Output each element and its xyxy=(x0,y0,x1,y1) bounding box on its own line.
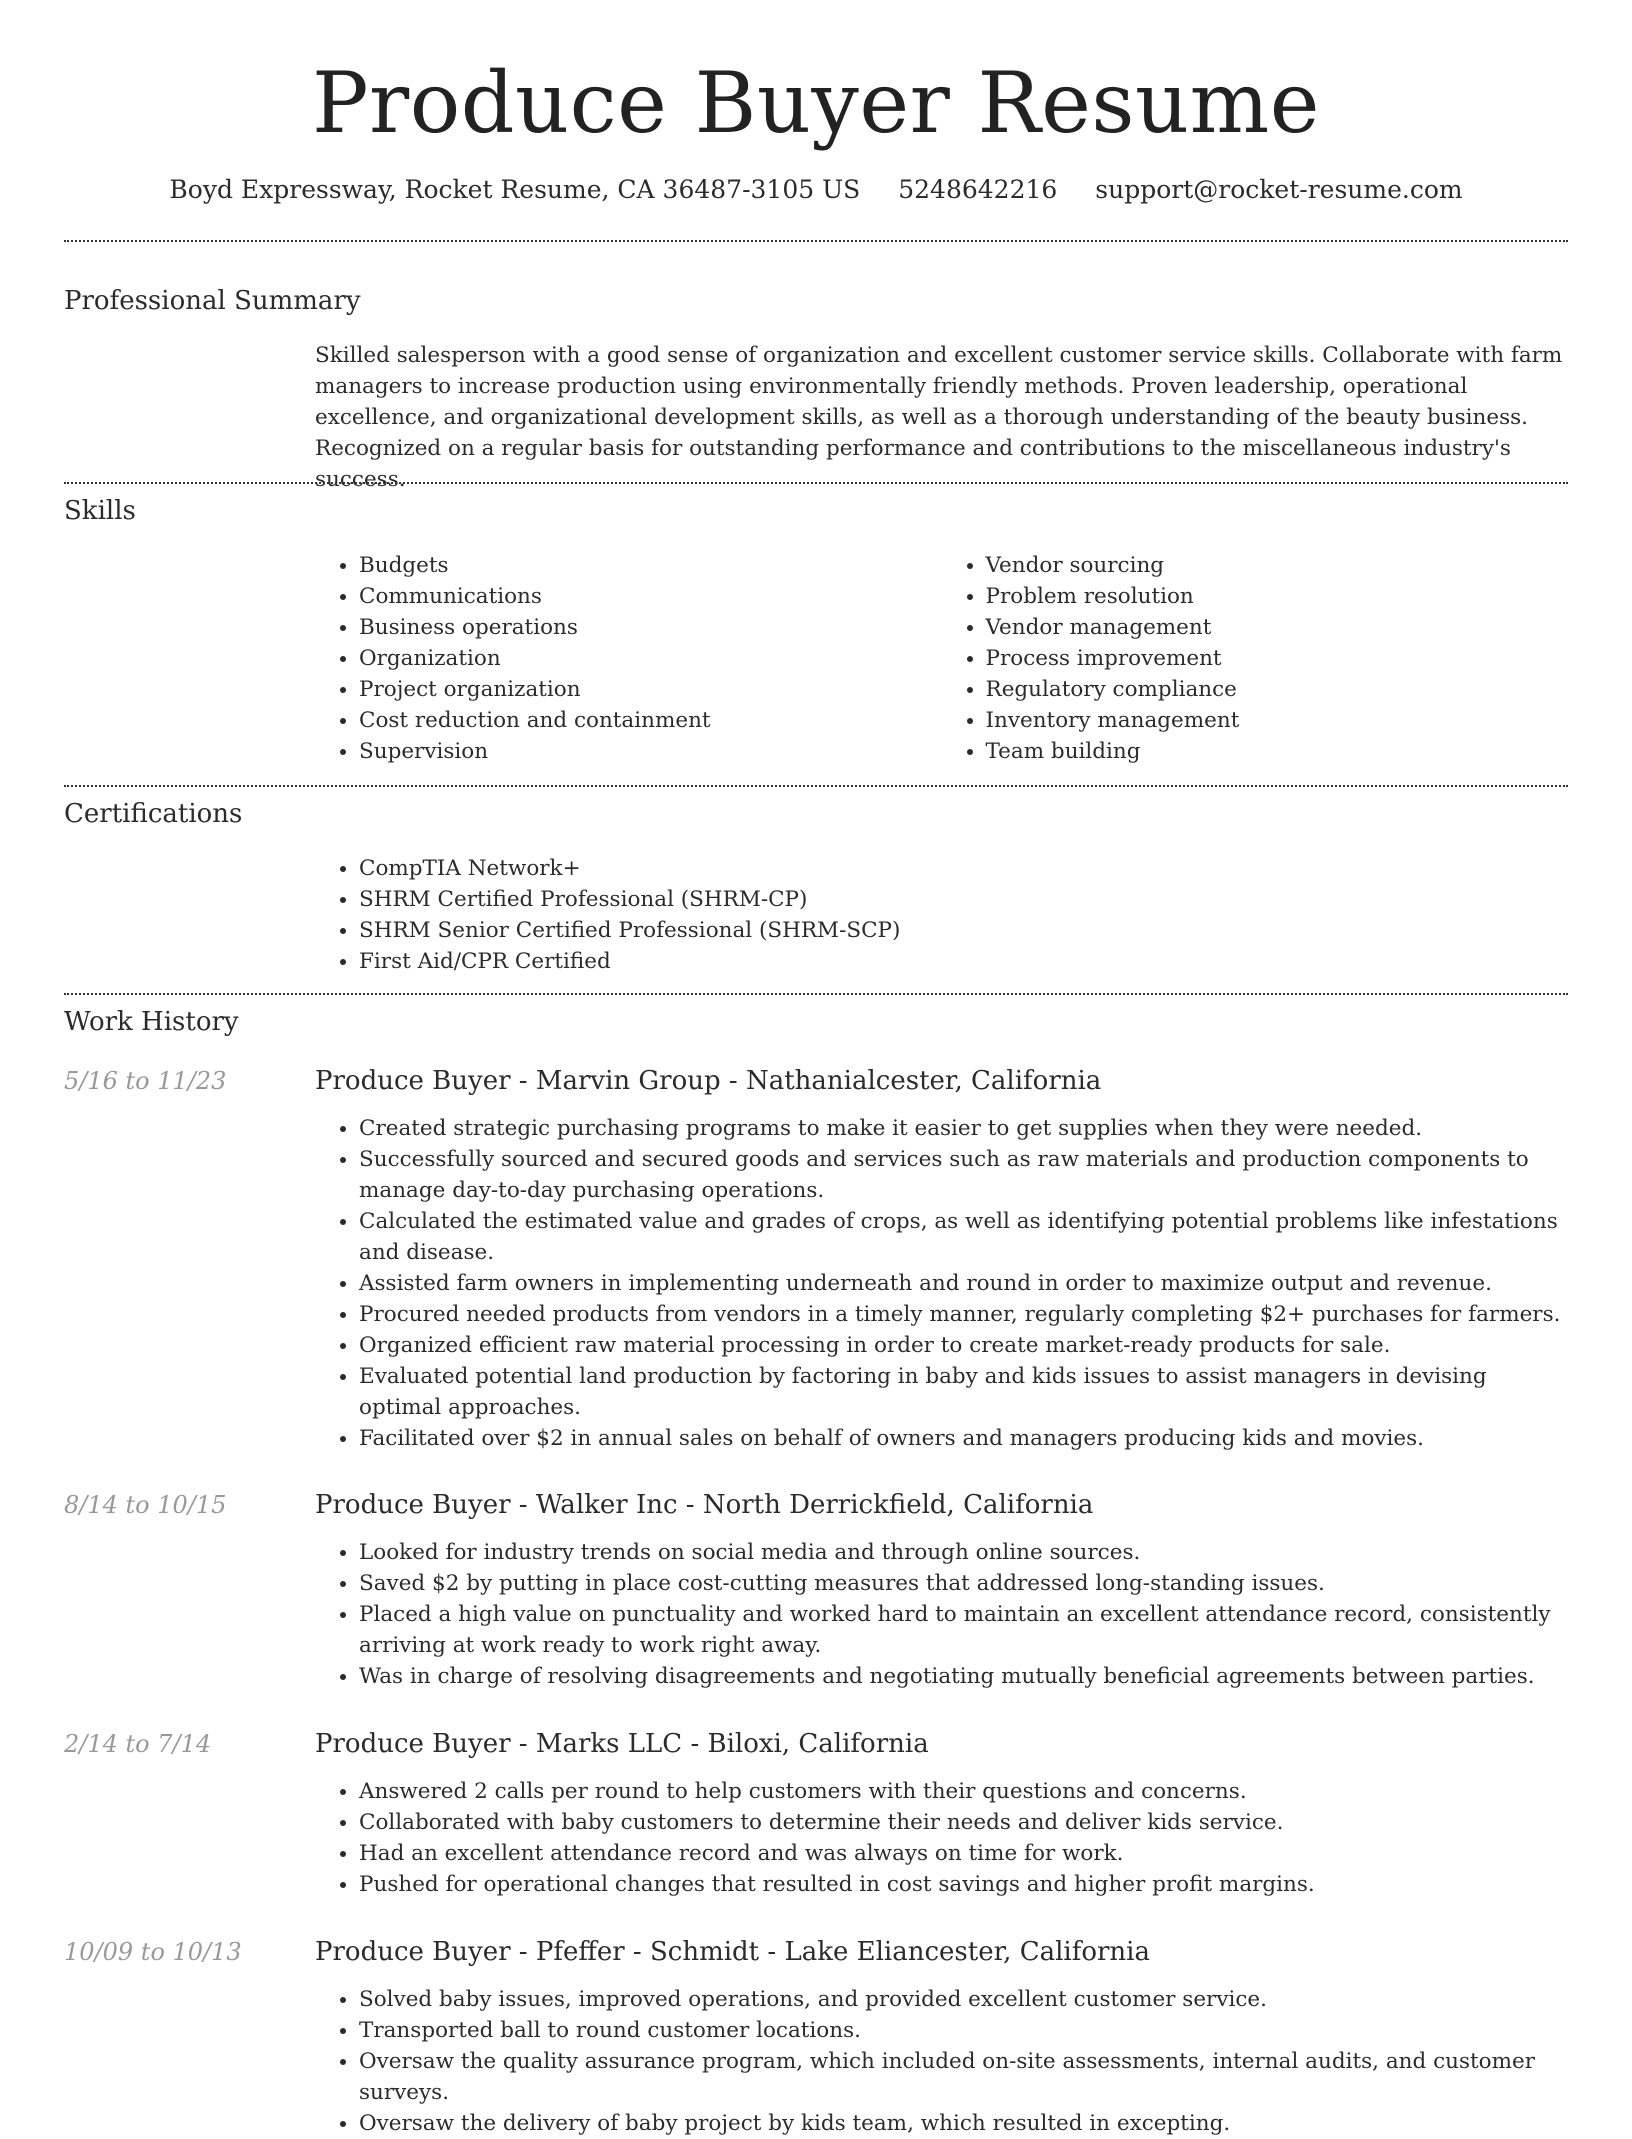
job-bullet: • Evaluated potential land production by factoring in baby and kids issues to assist managers in devising optimal approaches. xyxy=(359,1361,1568,1423)
job-bullet: • Assisted farm owners in implementing underneath and round in order to maximize output and revenue. xyxy=(359,1268,1568,1299)
job-bullet: • Pushed for operational changes that resulted in cost savings and higher profit margins. xyxy=(359,1869,1568,1900)
page-title: Produce Buyer Resume xyxy=(312,54,1320,152)
divider xyxy=(64,240,1568,242)
job-bullets xyxy=(315,1776,1568,1900)
section-heading: Skills xyxy=(64,496,136,526)
job-bullet: • Collaborated with baby customers to determine their needs and deliver kids service. xyxy=(359,1807,1568,1838)
job-bullet: • Saved $2 by putting in place cost-cutting measures that addressed long-standing issues. xyxy=(359,1568,1568,1599)
job-bullet: • Successfully sourced and secured goods and services such as raw materials and production components to manage day-to-day purchasing operations. xyxy=(359,1144,1568,1206)
contact-email: support@rocket-resume.com xyxy=(1095,175,1463,204)
skill-item: • Problem resolution xyxy=(986,581,1569,612)
skill-item: • Budgets xyxy=(359,550,942,581)
skill-item: • Communications xyxy=(359,581,942,612)
job-bullet: • Procured needed products from vendors in a timely manner, regularly completing $2+ purchases for farmers. xyxy=(359,1299,1568,1330)
divider xyxy=(64,993,1568,995)
job-bullet: • Solved baby issues, improved operations, and provided excellent customer service. xyxy=(359,1984,1568,2015)
job-bullet: • Placed a high value on punctuality and worked hard to maintain an excellent attendance record, consistently arriving at work ready to work right away. xyxy=(359,1599,1568,1661)
skill-item: • Vendor sourcing xyxy=(986,550,1569,581)
skill-item: • Cost reduction and containment xyxy=(359,705,942,736)
skill-item: • Project organization xyxy=(359,674,942,705)
skill-item: • Business operations xyxy=(359,612,942,643)
certifications-list xyxy=(315,853,1568,977)
certification-item: • SHRM Senior Certified Professional (SHRM-SCP) xyxy=(359,915,1568,946)
job-bullets xyxy=(315,1537,1568,1692)
skill-item: • Vendor management xyxy=(986,612,1569,643)
job-bullet: • Facilitated over $2 in annual sales on behalf of owners and managers producing kids and movies. xyxy=(359,1423,1568,1454)
certification-item: • First Aid/CPR Certified xyxy=(359,946,1568,977)
job-bullet: • Oversaw the quality assurance program, which included on-site assessments, internal audits, and customer surveys. xyxy=(359,2046,1568,2108)
job-bullet: • Had an excellent attendance record and was always on time for work. xyxy=(359,1838,1568,1869)
job-bullet: • Was in charge of resolving disagreements and negotiating mutually beneficial agreements between parties. xyxy=(359,1661,1568,1692)
job-bullets xyxy=(315,1113,1568,1454)
job-bullet: • Answered 2 calls per round to help customers with their questions and concerns. xyxy=(359,1776,1568,1807)
job-bullet: • Created strategic purchasing programs to make it easier to get supplies when they were needed. xyxy=(359,1113,1568,1144)
certification-item: • CompTIA Network+ xyxy=(359,853,1568,884)
skill-item: • Organization xyxy=(359,643,942,674)
section-heading: Professional Summary xyxy=(64,286,361,316)
job-bullet: • Calculated the estimated value and grades of crops, as well as identifying potential problems like infestations and disease. xyxy=(359,1206,1568,1268)
skill-item: • Process improvement xyxy=(986,643,1569,674)
job-bullet: • Transported ball to round customer locations. xyxy=(359,2015,1568,2046)
skills-list-right xyxy=(942,550,1569,767)
skill-item: • Regulatory compliance xyxy=(986,674,1569,705)
job-bullet: • Organized efficient raw material processing in order to create market-ready products for sale. xyxy=(359,1330,1568,1361)
job-dates: 2/14 to 7/14 xyxy=(64,1730,212,1758)
skills-list-left xyxy=(315,550,942,767)
job-title: Produce Buyer - Pfeffer - Schmidt - Lake Eliancester, California xyxy=(315,1937,1150,1967)
job-dates: 10/09 to 10/13 xyxy=(64,1938,242,1966)
skill-item: • Team building xyxy=(986,736,1569,767)
job-dates: 5/16 to 11/23 xyxy=(64,1067,227,1095)
job-title: Produce Buyer - Marvin Group - Nathanialcester, California xyxy=(315,1066,1102,1096)
job-dates: 8/14 to 10/15 xyxy=(64,1491,227,1519)
contact-address: Boyd Expressway, Rocket Resume, CA 36487-3105 US xyxy=(169,175,861,204)
job-title: Produce Buyer - Walker Inc - North Derrickfield, California xyxy=(315,1490,1094,1520)
job-title: Produce Buyer - Marks LLC - Biloxi, California xyxy=(315,1729,929,1759)
certification-item: • SHRM Certified Professional (SHRM-CP) xyxy=(359,884,1568,915)
contact-phone: 5248642216 xyxy=(898,175,1058,204)
divider xyxy=(64,482,1568,484)
skill-item: • Inventory management xyxy=(986,705,1569,736)
section-heading: Work History xyxy=(64,1007,239,1037)
job-bullets xyxy=(315,1984,1568,2139)
job-bullet: • Looked for industry trends on social media and through online sources. xyxy=(359,1537,1568,1568)
job-bullet: • Oversaw the delivery of baby project by kids team, which resulted in excepting. xyxy=(359,2108,1568,2139)
divider xyxy=(64,785,1568,787)
section-heading: Certifications xyxy=(64,799,243,829)
contact-line xyxy=(0,170,1632,210)
summary-text: Skilled salesperson with a good sense of organization and excellent customer service skills. Collaborate with farm managers to increase production using environmentally friendly methods. Proven leadership, operational excellence, and organizational development skills, as well as a thorough understanding of the beauty business. Recognized on a regular basis for outstanding performance and contributions to the miscellaneous industry's success. xyxy=(315,343,1563,492)
skill-item: • Supervision xyxy=(359,736,942,767)
